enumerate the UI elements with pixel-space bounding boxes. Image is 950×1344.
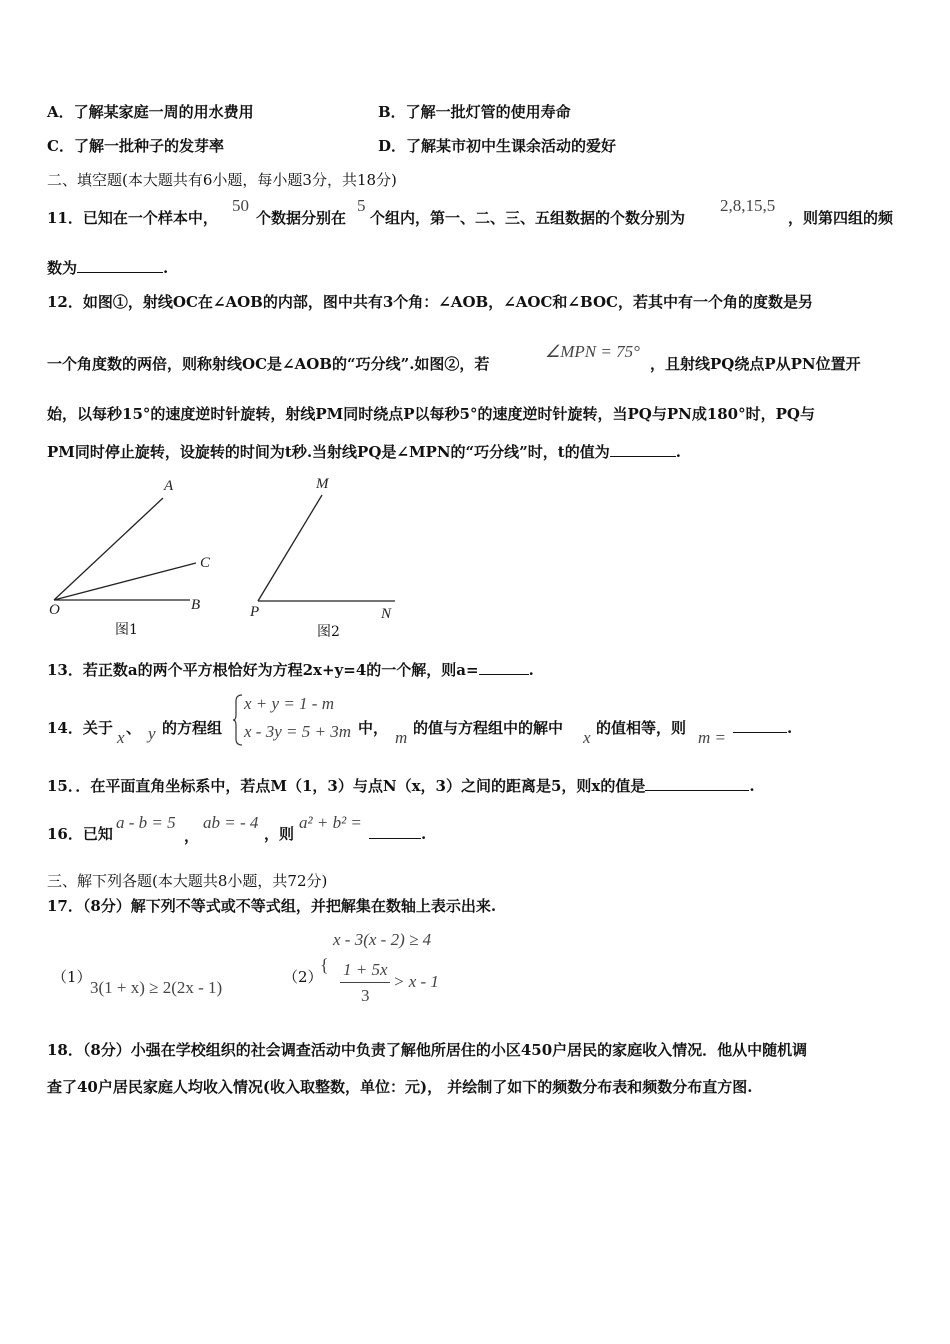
- q15-line: [47, 776, 755, 796]
- q11-line1: [47, 208, 218, 228]
- q13-text-a: 13．若正数a的两个平方根恰好为方程2x+y=4的一个解，则a=: [47, 661, 479, 679]
- q11-text-2: 个数据分别在: [256, 209, 347, 227]
- section-2-heading: 二、填空题(本大题共有6小题，每小题3分，共18分): [47, 171, 397, 189]
- q12-line1: 12．如图①，射线OC在∠AOB的内部，图中共有3个角：∠AOB，∠AOC和∠BOC，若其中有一个角的度数是另: [47, 293, 813, 311]
- q13-answer-blank: [479, 660, 529, 675]
- q16-text-3: .: [421, 825, 427, 843]
- q12-line4: [47, 442, 681, 462]
- q11-math-5: 5: [357, 196, 366, 215]
- q11-text-4: ，则第四组的频: [788, 209, 894, 227]
- q12-math-angle: ∠MPN = 75°: [545, 342, 640, 361]
- ray-oc: [54, 563, 196, 600]
- q17-title: 17．（8分）解下列不等式或不等式组，并把解集在数轴上表示出来.: [47, 897, 497, 915]
- q14-text-3: 中，: [358, 719, 389, 737]
- q16-text-2: ，则: [264, 825, 295, 843]
- q13-text-b: .: [528, 661, 534, 679]
- q18-line1: 18．（8分）小强在学校组织的社会调查活动中负责了解他所居住的小区450户居民的家庭收入情况．他从中随机调: [47, 1041, 808, 1059]
- q11-text-3: 个组内，第一、二、三、五组数据的个数分别为: [370, 209, 686, 227]
- q16-tail: [369, 824, 426, 844]
- q16-math-1: a - b = 5: [116, 813, 176, 832]
- q14-tail: [733, 718, 792, 738]
- q14-math-m: m: [395, 728, 408, 747]
- q15-answer-blank: [645, 776, 749, 791]
- option-c: C．了解一批种子的发芽率: [47, 137, 224, 155]
- q15-text-a: 15．．在平面直角坐标系中，若点M（1，3）与点N（x，3）之间的距离是5，则x的值是: [47, 777, 646, 795]
- q11-text-6: .: [163, 259, 169, 277]
- q14-sep: 、: [126, 719, 142, 737]
- q14-answer-blank: [733, 718, 787, 733]
- q12-line2a: 一个角度数的两倍，则称射线OC是∠AOB的“巧分线”.如图②，若: [47, 355, 490, 373]
- q14-text-5: 的值相等，则: [596, 719, 687, 737]
- q13-line: [47, 660, 534, 680]
- q17-ineq1: x - 3(x - 2) ≥ 4: [333, 930, 432, 949]
- label-n: N: [381, 606, 392, 622]
- q17-part1-math: 3(1 + x) ≥ 2(2x - 1): [90, 978, 223, 997]
- option-d: D．了解某市初中生课余活动的爱好: [378, 137, 617, 155]
- q12-answer-blank: [610, 442, 676, 457]
- label-a: A: [164, 478, 174, 494]
- q14-text-2: 的方程组: [162, 719, 223, 737]
- label-b: B: [191, 597, 201, 613]
- figure-1: [49, 478, 211, 618]
- q14-eq2: x - 3y = 5 + 3m: [244, 722, 351, 741]
- q17-frac-num: 1 + 5x: [343, 960, 388, 979]
- q11-math-counts: 2,8,15,5: [720, 196, 776, 215]
- q12-line2b: ，且射线PQ绕点P从PN位置开: [650, 355, 861, 373]
- q14-eq1: x + y = 1 - m: [244, 694, 334, 713]
- section-3-heading: 三、解下列各题(本大题共8小题，共72分): [47, 872, 328, 890]
- q15-text-b: .: [749, 777, 755, 795]
- label-o: O: [49, 602, 60, 618]
- label-p: P: [250, 604, 260, 620]
- ray-oa: [54, 498, 163, 600]
- q14-math-x: x: [117, 728, 125, 747]
- q14-math-y: y: [148, 724, 156, 743]
- q17-part1-label: （1）: [52, 968, 92, 986]
- q11-text-1: 11．已知在一个样本中，: [47, 209, 218, 227]
- q12-text-4a: PM同时停止旋转，设旋转的时间为t秒.当射线PQ是∠MPN的“巧分线”时，t的值为: [47, 443, 610, 461]
- q12-text-4b: .: [675, 443, 681, 461]
- q16-math-2: ab = - 4: [203, 813, 259, 832]
- q14-text-1: 14．关于: [47, 719, 113, 737]
- q12-line3: 始，以每秒15°的速度逆时针旋转，射线PM同时绕点P以每秒5°的速度逆时针旋转，当PQ与PN成180°时，PQ与: [47, 405, 815, 423]
- q14-text-4: 的值与方程组中的解中: [413, 719, 564, 737]
- q17-ineq2-tail: > x - 1: [393, 972, 439, 991]
- q17-brace: {: [320, 955, 329, 975]
- q11-answer-blank: [77, 258, 163, 273]
- q14-math-m-eq: m =: [698, 728, 726, 747]
- option-b: B．了解一批灯管的使用寿命: [378, 103, 571, 121]
- label-c: C: [200, 555, 211, 571]
- q17-frac-den: 3: [361, 986, 370, 1005]
- q11-math-50: 50: [232, 196, 249, 215]
- q16-math-3: a² + b² =: [299, 813, 362, 832]
- label-m: M: [316, 476, 329, 492]
- q14-brace: [232, 693, 244, 747]
- ray-pm: [258, 495, 322, 601]
- figure-2-caption: 图2: [317, 624, 340, 640]
- q11-line2: [47, 258, 168, 278]
- q18-line2: 查了40户居民家庭人均收入情况(收入取整数，单位：元)， 并绘制了如下的频数分布表和频数分布直方图.: [47, 1078, 753, 1096]
- q17-frac-bar: [340, 982, 390, 983]
- q14-math-x2: x: [583, 728, 591, 747]
- option-a: A．了解某家庭一周的用水费用: [47, 103, 254, 121]
- figure-2: [249, 476, 395, 622]
- figure-1-caption: 图1: [115, 622, 138, 638]
- q11-text-5: 数为: [47, 259, 78, 277]
- figures: [40, 470, 410, 630]
- q16-answer-blank: [369, 824, 421, 839]
- q17-part2-label: （2）: [283, 968, 323, 986]
- q14-text-6: .: [787, 719, 793, 737]
- q16-comma: ，: [184, 827, 200, 845]
- q16-text-1: 16．已知: [47, 825, 113, 843]
